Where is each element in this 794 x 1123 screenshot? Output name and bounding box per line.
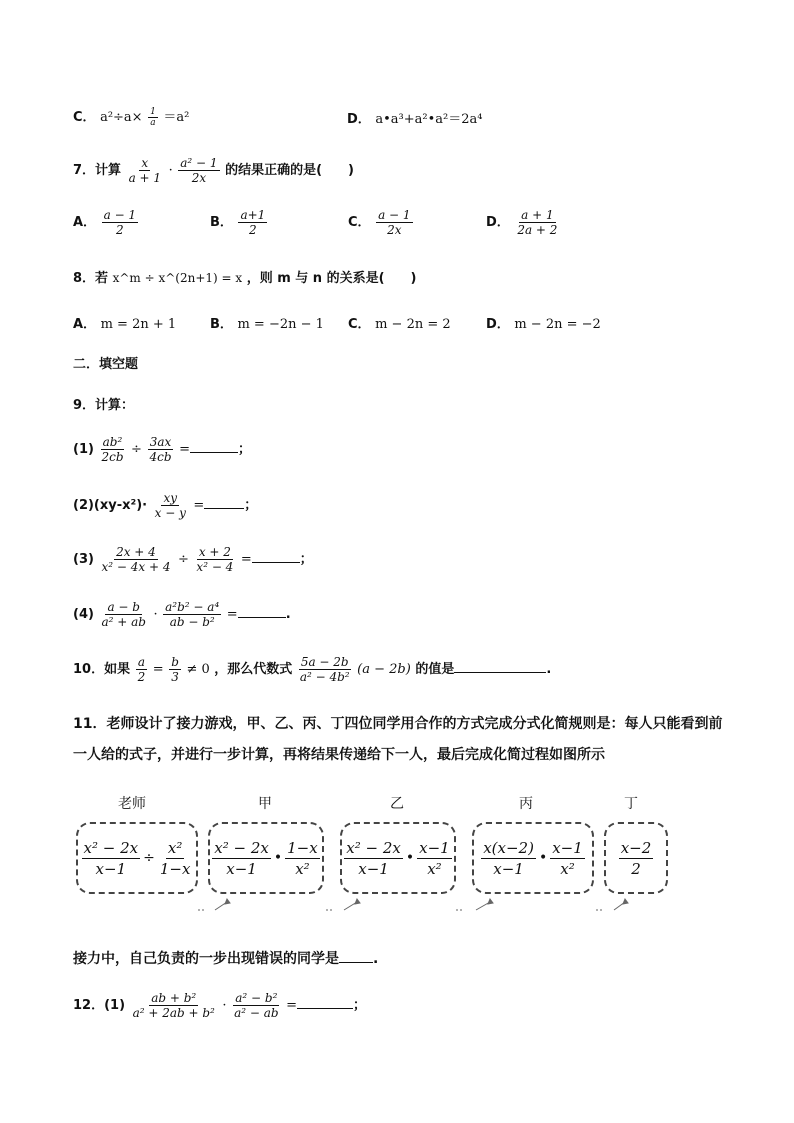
q7-option-b: B． $\frac{a+1}{2}$ — [210, 208, 266, 237]
name-yi: 乙 — [390, 796, 404, 812]
q9-part-3: (3) $\frac{2x + 4}{\text{x² − 4x + 4}}$ ÷ $\frac{x + 2}{\text{x² − 4}}$ = ； — [73, 545, 313, 574]
q7-fraction-1: $\frac{x}{a + 1}$ — [128, 156, 162, 185]
answer-blank — [190, 440, 238, 453]
q6-option-c-fraction: $\frac{1}{a}$ — [150, 107, 156, 128]
q7-option-d: D． $\frac{a + 1}{2a + 2}$ — [486, 208, 558, 237]
answer-blank — [252, 550, 300, 563]
q8-suffix: ，则 m 与 n 的关系是( ) — [246, 271, 417, 286]
relay-box-yi: x² − 2x x−1 • x−1 x² — [340, 822, 456, 894]
q8-option-a: A． m = 2n + 1 — [73, 317, 177, 332]
q8-option-d: D． m − 2n = −2 — [486, 317, 601, 332]
answer-blank — [339, 950, 373, 963]
q7-fraction-2: $\frac{\text{a² − 1}}{2x}$ — [180, 156, 218, 185]
section-title: 二．填空题 — [73, 357, 139, 372]
relay-box-ding: x−2 2 — [604, 822, 668, 894]
name-ding: 丁 — [624, 796, 638, 812]
q8-stem — [73, 267, 416, 286]
answer-blank — [297, 996, 353, 1009]
q9-title: 9．计算： — [73, 398, 135, 413]
name-teacher: 老师 — [118, 796, 146, 812]
relay-box-teacher: $\frac{\text{x² − 2x}}{x-1}$ ÷ $\frac{\text{x²}}{1-x}$ — [76, 822, 198, 894]
q8-expr: x^m ÷ x^(2n+1) = x — [112, 271, 243, 285]
q8-option-b: B． m = −2n − 1 — [210, 317, 324, 332]
q9-part-4: (4) $\frac{a - b}{\text{a² + ab}}$ · $\frac{\text{a²b² − a⁴}}{\text{ab − b²}}$ = . — [73, 600, 291, 629]
q9-part-2: (2)(xy-x²)· $\frac{xy}{x - y}$ = ； — [73, 491, 258, 520]
q7-stem — [73, 156, 354, 185]
answer-blank — [238, 605, 286, 618]
relay-arrows — [0, 890, 794, 920]
answer-blank — [454, 660, 546, 673]
q6-option-d-expr: a•a³+a²•a²＝2a⁴ — [375, 112, 483, 127]
name-jia: 甲 — [258, 796, 272, 812]
q12-part-1: 12．(1) $\frac{\text{ab + b²}}{\text{a² + 2ab + b²}}$ · $\frac{\text{a² − b²}}{\text{a² − ab}}$ = ； — [73, 991, 366, 1020]
q6-option-d — [347, 108, 482, 127]
q8-prefix: 8．若 — [73, 271, 109, 286]
q7-operator: · — [168, 163, 173, 178]
q6-option-c-tail: ＝a² — [163, 110, 190, 125]
q6-option-c-label: C． — [73, 110, 96, 125]
answer-blank — [204, 496, 244, 509]
name-bing: 丙 — [519, 796, 533, 812]
q7-option-a: A． $\frac{a - 1}{2}$ — [73, 208, 137, 237]
relay-box-jia: x² − 2x x−1 • 1−x x² — [208, 822, 324, 894]
q7-prefix: 7．计算 — [73, 163, 122, 178]
q11-question: 接力中，自己负责的一步出现错误的同学是 . — [73, 951, 379, 967]
q7-suffix: 的结果正确的是( ) — [225, 163, 354, 178]
q6-option-d-label: D． — [347, 112, 371, 127]
q10-stem: 10．如果 $\frac{a}{2}$ = $\frac{b}{3}$ ≠ 0 ，那么代数式 $\frac{5a - 2b}{\text{a² − 4b²}}$ (a − 2b) 的值是 . — [73, 655, 552, 684]
q6-option-c-expr: a²÷a× — [100, 110, 143, 125]
q6-option-c — [73, 106, 189, 128]
q9-part-1: (1) $\frac{\text{ab²}}{2cb}$ ÷ $\frac{3ax}{4cb}$ = ； — [73, 435, 251, 464]
q11-line-1: 11．老师设计了接力游戏，甲、乙、丙、丁四位同学用合作的方式完成分式化简规则是：每人只能看到前 — [73, 716, 723, 732]
q7-option-c: C． $\frac{a - 1}{2x}$ — [348, 208, 411, 237]
relay-box-bing: x(x−2) x−1 • x−1 x² — [472, 822, 594, 894]
q11-line-2: 一人给的式子，并进行一步计算，再将结果传递给下一人，最后完成化简过程如图所示 — [73, 747, 605, 763]
q8-option-c: C． m − 2n = 2 — [348, 317, 451, 332]
